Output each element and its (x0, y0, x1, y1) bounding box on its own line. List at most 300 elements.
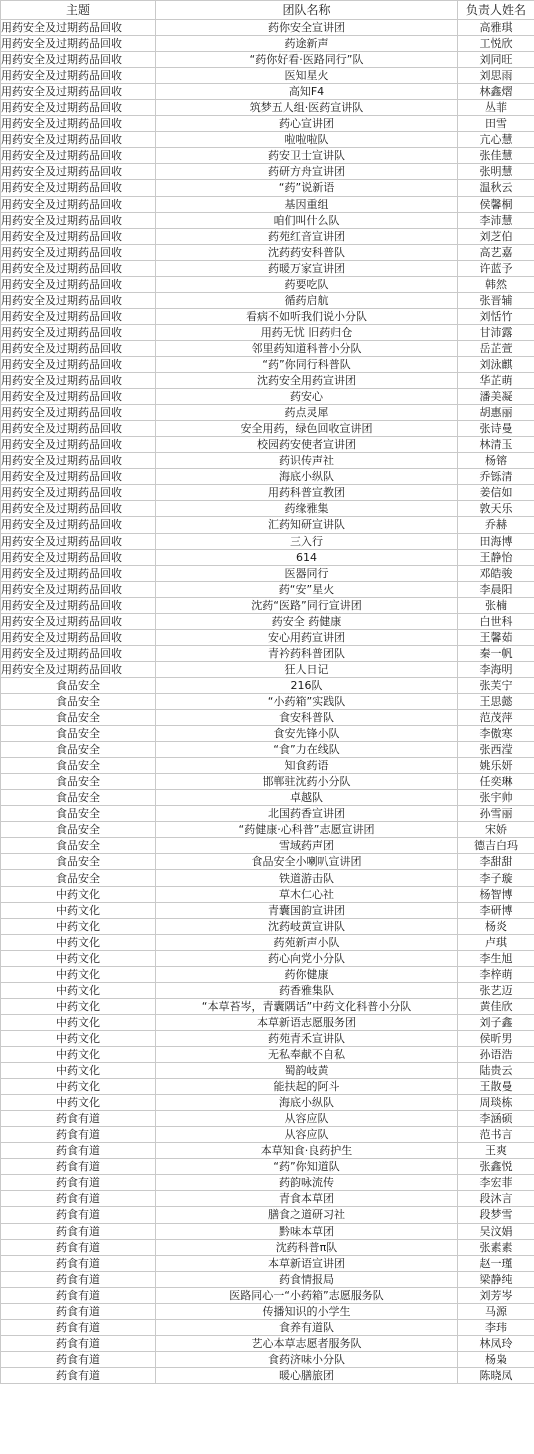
topic-cell[interactable]: 药食有道 (1, 1159, 156, 1175)
topic-cell[interactable]: 药食有道 (1, 1223, 156, 1239)
team-name-cell[interactable]: “本草苔岑，青囊隅话”中药文化科普小分队 (156, 998, 458, 1014)
topic-cell[interactable]: 中药文化 (1, 982, 156, 998)
topic-cell[interactable]: 中药文化 (1, 998, 156, 1014)
leader-name-cell[interactable]: 田海博 (458, 533, 534, 549)
topic-cell[interactable]: 用药安全及过期药品回收 (1, 212, 156, 228)
team-name-cell[interactable]: 啦啦啦队 (156, 132, 458, 148)
team-name-cell[interactable]: 膳食之道研习社 (156, 1207, 458, 1223)
topic-cell[interactable]: 食品安全 (1, 693, 156, 709)
team-name-cell[interactable]: 药暖万家宣讲团 (156, 260, 458, 276)
topic-cell[interactable]: 用药安全及过期药品回收 (1, 84, 156, 100)
team-name-cell[interactable]: 药要吃队 (156, 276, 458, 292)
topic-cell[interactable]: 中药文化 (1, 1079, 156, 1095)
topic-cell[interactable]: 中药文化 (1, 902, 156, 918)
leader-name-cell[interactable]: 刘泳麒 (458, 356, 534, 372)
team-name-cell[interactable]: 狂人日记 (156, 661, 458, 677)
topic-cell[interactable]: 用药安全及过期药品回收 (1, 469, 156, 485)
leader-name-cell[interactable]: 张鑫悦 (458, 1159, 534, 1175)
topic-cell[interactable]: 药食有道 (1, 1303, 156, 1319)
leader-name-cell[interactable]: 赵一瑾 (458, 1255, 534, 1271)
leader-name-cell[interactable]: 李研博 (458, 902, 534, 918)
table-row (1, 581, 534, 597)
leader-name-cell[interactable]: 潘美凝 (458, 389, 534, 405)
topic-cell[interactable]: 药食有道 (1, 1127, 156, 1143)
leader-name-cell[interactable]: 范书言 (458, 1127, 534, 1143)
team-name-cell[interactable]: 高知F4 (156, 84, 458, 100)
topic-cell[interactable]: 用药安全及过期药品回收 (1, 501, 156, 517)
leader-name-cell[interactable]: 刘思雨 (458, 68, 534, 84)
team-name-cell[interactable]: “药健康·心科普”志愿宣讲团 (156, 822, 458, 838)
leader-name-cell[interactable]: 张宇帅 (458, 790, 534, 806)
table-row (1, 1239, 534, 1255)
topic-cell[interactable]: 用药安全及过期药品回收 (1, 164, 156, 180)
leader-name-cell[interactable]: 王静怡 (458, 549, 534, 565)
topic-cell[interactable]: 食品安全 (1, 838, 156, 854)
topic-cell[interactable]: 药食有道 (1, 1207, 156, 1223)
team-name-cell[interactable]: 药点灵犀 (156, 405, 458, 421)
team-name-cell[interactable]: 黔味本草团 (156, 1223, 458, 1239)
topic-cell[interactable]: 用药安全及过期药品回收 (1, 437, 156, 453)
team-name-cell[interactable]: 药心宣讲团 (156, 116, 458, 132)
team-name-cell[interactable]: 咱们叫什么队 (156, 212, 458, 228)
leader-name-cell[interactable]: 李海明 (458, 661, 534, 677)
table-row (1, 982, 534, 998)
leader-name-cell[interactable]: 刘子鑫 (458, 1014, 534, 1030)
leader-name-cell[interactable]: 胡惠丽 (458, 405, 534, 421)
topic-cell[interactable]: 食品安全 (1, 726, 156, 742)
topic-cell[interactable]: 食品安全 (1, 822, 156, 838)
topic-cell[interactable]: 用药安全及过期药品回收 (1, 260, 156, 276)
leader-name-cell[interactable]: 高雅琪 (458, 20, 534, 36)
leader-name-cell[interactable]: 李傲寒 (458, 726, 534, 742)
team-name-cell[interactable]: 循药启航 (156, 292, 458, 308)
leader-name-cell[interactable]: 段梦雪 (458, 1207, 534, 1223)
topic-cell[interactable]: 用药安全及过期药品回收 (1, 276, 156, 292)
topic-cell[interactable]: 中药文化 (1, 1095, 156, 1111)
topic-cell[interactable]: 用药安全及过期药品回收 (1, 132, 156, 148)
leader-name-cell[interactable]: 韩然 (458, 276, 534, 292)
leader-name-cell[interactable]: 王爽 (458, 1143, 534, 1159)
topic-cell[interactable]: 食品安全 (1, 742, 156, 758)
leader-name-cell[interactable]: 丛菲 (458, 100, 534, 116)
topic-cell[interactable]: 食品安全 (1, 806, 156, 822)
leader-name-cell[interactable]: 孙语浩 (458, 1047, 534, 1063)
team-name-cell[interactable]: 艺心本草志愿者服务队 (156, 1335, 458, 1351)
team-name-cell[interactable]: 沈药安全用药宣讲团 (156, 373, 458, 389)
topic-cell[interactable]: 中药文化 (1, 1047, 156, 1063)
team-name-cell[interactable]: 沈药岐黄宣讲队 (156, 918, 458, 934)
table-row (1, 1255, 534, 1271)
leader-name-cell[interactable]: 段沐言 (458, 1191, 534, 1207)
topic-cell[interactable]: 中药文化 (1, 966, 156, 982)
table-row (1, 421, 534, 437)
leader-name-cell[interactable]: 刘恬竹 (458, 308, 534, 324)
team-name-cell[interactable]: 能扶起的阿斗 (156, 1079, 458, 1095)
leader-name-cell[interactable]: 许蓝予 (458, 260, 534, 276)
leader-name-cell[interactable]: 亢心慧 (458, 132, 534, 148)
team-name-cell[interactable]: 北国药香宣讲团 (156, 806, 458, 822)
team-name-cell[interactable]: 医器同行 (156, 565, 458, 581)
team-name-cell[interactable]: 用药科普宣教团 (156, 485, 458, 501)
team-name-cell[interactable]: 药你健康 (156, 966, 458, 982)
team-name-cell[interactable]: 216队 (156, 677, 458, 693)
topic-cell[interactable]: 药食有道 (1, 1143, 156, 1159)
topic-cell[interactable]: 用药安全及过期药品回收 (1, 661, 156, 677)
topic-cell[interactable]: 中药文化 (1, 1063, 156, 1079)
team-name-cell[interactable]: 三入行 (156, 533, 458, 549)
table-row (1, 164, 534, 180)
leader-name-cell[interactable]: 孙雪丽 (458, 806, 534, 822)
team-name-cell[interactable]: 基因重组 (156, 196, 458, 212)
team-name-cell[interactable]: 药缘雅集 (156, 501, 458, 517)
leader-name-cell[interactable]: 张诗曼 (458, 421, 534, 437)
team-name-cell[interactable]: 从容应队 (156, 1111, 458, 1127)
team-name-cell[interactable]: 海底小纵队 (156, 1095, 458, 1111)
table-row (1, 453, 534, 469)
header-team-name[interactable]: 团队名称 (156, 1, 458, 20)
leader-name-cell[interactable]: 陈晓凤 (458, 1367, 534, 1383)
leader-name-cell[interactable]: 姜信如 (458, 485, 534, 501)
leader-name-cell[interactable]: 杨枭 (458, 1351, 534, 1367)
team-name-cell[interactable]: 卓越队 (156, 790, 458, 806)
table-row (1, 1351, 534, 1367)
team-name-cell[interactable]: 青食本草团 (156, 1191, 458, 1207)
team-name-cell[interactable]: “药”说新语 (156, 180, 458, 196)
team-name-cell[interactable]: “食”力在线队 (156, 742, 458, 758)
topic-cell[interactable]: 用药安全及过期药品回收 (1, 324, 156, 340)
team-name-cell[interactable]: 用药无忧 旧药归仓 (156, 324, 458, 340)
team-name-cell[interactable]: 药苑青禾宣讲队 (156, 1030, 458, 1046)
topic-cell[interactable]: 用药安全及过期药品回收 (1, 116, 156, 132)
leader-name-cell[interactable]: 张楠 (458, 597, 534, 613)
team-name-cell[interactable]: 邻里药知道科普小分队 (156, 340, 458, 356)
team-name-cell[interactable]: “药”你知道队 (156, 1159, 458, 1175)
team-name-cell[interactable]: 医路同心一“小药箱”志愿服务队 (156, 1287, 458, 1303)
topic-cell[interactable]: 用药安全及过期药品回收 (1, 196, 156, 212)
team-name-cell[interactable]: 沈药药安科普队 (156, 244, 458, 260)
topic-cell[interactable]: 药食有道 (1, 1351, 156, 1367)
leader-name-cell[interactable]: 敦天乐 (458, 501, 534, 517)
leader-name-cell[interactable]: 刘芳岑 (458, 1287, 534, 1303)
topic-cell[interactable]: 药食有道 (1, 1239, 156, 1255)
topic-cell[interactable]: 用药安全及过期药品回收 (1, 228, 156, 244)
topic-cell[interactable]: 食品安全 (1, 710, 156, 726)
topic-cell[interactable]: 用药安全及过期药品回收 (1, 292, 156, 308)
header-topic[interactable]: 主题 (1, 1, 156, 20)
team-name-cell[interactable]: 食安先锋小队 (156, 726, 458, 742)
table-row (1, 549, 534, 565)
topic-cell[interactable]: 中药文化 (1, 918, 156, 934)
team-name-cell[interactable]: 海底小纵队 (156, 469, 458, 485)
topic-cell[interactable]: 用药安全及过期药品回收 (1, 629, 156, 645)
team-name-cell[interactable]: 医知星火 (156, 68, 458, 84)
table-row (1, 1014, 534, 1030)
leader-name-cell[interactable]: 侯昕男 (458, 1030, 534, 1046)
topic-cell[interactable]: 用药安全及过期药品回收 (1, 244, 156, 260)
table-row (1, 116, 534, 132)
topic-cell[interactable]: 药食有道 (1, 1287, 156, 1303)
team-name-cell[interactable]: 本草新语宣讲团 (156, 1255, 458, 1271)
leader-name-cell[interactable]: 杨炎 (458, 918, 534, 934)
leader-name-cell[interactable]: 林鑫熠 (458, 84, 534, 100)
team-name-cell[interactable]: 知食药语 (156, 758, 458, 774)
team-name-cell[interactable]: 药心向党小分队 (156, 950, 458, 966)
leader-name-cell[interactable]: 华芷萌 (458, 373, 534, 389)
topic-cell[interactable]: 用药安全及过期药品回收 (1, 20, 156, 36)
team-name-cell[interactable]: 药“安”星火 (156, 581, 458, 597)
topic-cell[interactable]: 用药安全及过期药品回收 (1, 36, 156, 52)
topic-cell[interactable]: 中药文化 (1, 1014, 156, 1030)
team-name-cell[interactable]: 暖心膳旅团 (156, 1367, 458, 1383)
team-name-cell[interactable]: 铁道游击队 (156, 870, 458, 886)
topic-cell[interactable]: 药食有道 (1, 1319, 156, 1335)
topic-cell[interactable]: 用药安全及过期药品回收 (1, 565, 156, 581)
table-row (1, 132, 534, 148)
leader-name-cell[interactable]: 陆贵云 (458, 1063, 534, 1079)
table-row (1, 1303, 534, 1319)
table-row (1, 1271, 534, 1287)
topic-cell[interactable]: 中药文化 (1, 950, 156, 966)
leader-name-cell[interactable]: 梁静纯 (458, 1271, 534, 1287)
team-name-cell[interactable]: 沈药科普π队 (156, 1239, 458, 1255)
topic-cell[interactable]: 用药安全及过期药品回收 (1, 340, 156, 356)
team-name-cell[interactable]: 邯郸驻沈药小分队 (156, 774, 458, 790)
leader-name-cell[interactable]: 乔铄清 (458, 469, 534, 485)
team-name-cell[interactable]: 汇药知研宣讲队 (156, 517, 458, 533)
topic-cell[interactable]: 药食有道 (1, 1335, 156, 1351)
table-row (1, 886, 534, 902)
table-row (1, 405, 534, 421)
topic-cell[interactable]: 药食有道 (1, 1271, 156, 1287)
topic-cell[interactable]: 食品安全 (1, 774, 156, 790)
table-row (1, 1207, 534, 1223)
team-name-cell[interactable]: 青衿药科普团队 (156, 645, 458, 661)
leader-name-cell[interactable]: 乔赫 (458, 517, 534, 533)
team-name-cell[interactable]: 药安全 药健康 (156, 613, 458, 629)
team-name-cell[interactable]: 青囊国韵宣讲团 (156, 902, 458, 918)
team-name-cell[interactable]: 药韵咏流传 (156, 1175, 458, 1191)
leader-name-cell[interactable]: 侯馨桐 (458, 196, 534, 212)
leader-name-cell[interactable]: 李子璇 (458, 870, 534, 886)
team-name-cell[interactable]: 本草知食·良药护生 (156, 1143, 458, 1159)
table-row (1, 20, 534, 36)
topic-cell[interactable]: 用药安全及过期药品回收 (1, 356, 156, 372)
topic-cell[interactable]: 用药安全及过期药品回收 (1, 597, 156, 613)
topic-cell[interactable]: 食品安全 (1, 677, 156, 693)
team-name-cell[interactable]: 安全用药，绿色回收宣讲团 (156, 421, 458, 437)
leader-name-cell[interactable]: 任奕琳 (458, 774, 534, 790)
leader-name-cell[interactable]: 德吉白玛 (458, 838, 534, 854)
leader-name-cell[interactable]: 李晨阳 (458, 581, 534, 597)
topic-cell[interactable]: 用药安全及过期药品回收 (1, 485, 156, 501)
topic-cell[interactable]: 中药文化 (1, 886, 156, 902)
leader-name-cell[interactable]: 张晋辅 (458, 292, 534, 308)
leader-name-cell[interactable]: 刘同旺 (458, 52, 534, 68)
team-name-cell[interactable]: 食安科普队 (156, 710, 458, 726)
topic-cell[interactable]: 食品安全 (1, 758, 156, 774)
leader-name-cell[interactable]: 王思懿 (458, 693, 534, 709)
team-name-cell[interactable]: 筑梦五人组·医药宣讲队 (156, 100, 458, 116)
topic-cell[interactable]: 用药安全及过期药品回收 (1, 613, 156, 629)
team-name-cell[interactable]: 食药济味小分队 (156, 1351, 458, 1367)
topic-cell[interactable]: 用药安全及过期药品回收 (1, 645, 156, 661)
topic-cell[interactable]: 用药安全及过期药品回收 (1, 52, 156, 68)
topic-cell[interactable]: 用药安全及过期药品回收 (1, 180, 156, 196)
leader-name-cell[interactable]: 张西滢 (458, 742, 534, 758)
leader-name-cell[interactable]: 张素素 (458, 1239, 534, 1255)
leader-name-cell[interactable]: 白世科 (458, 613, 534, 629)
team-name-cell[interactable]: 药安卫士宣讲队 (156, 148, 458, 164)
team-name-cell[interactable]: 从容应队 (156, 1127, 458, 1143)
topic-cell[interactable]: 用药安全及过期药品回收 (1, 453, 156, 469)
leader-name-cell[interactable]: 范茂萍 (458, 710, 534, 726)
leader-name-cell[interactable]: 张芙宁 (458, 677, 534, 693)
team-name-cell[interactable]: “小药箱”实践队 (156, 693, 458, 709)
topic-cell[interactable]: 用药安全及过期药品回收 (1, 533, 156, 549)
leader-name-cell[interactable]: 高艺嘉 (458, 244, 534, 260)
topic-cell[interactable]: 用药安全及过期药品回收 (1, 549, 156, 565)
team-name-cell[interactable]: 药安心 (156, 389, 458, 405)
leader-name-cell[interactable]: 温秋云 (458, 180, 534, 196)
table-row (1, 1335, 534, 1351)
table-row (1, 710, 534, 726)
team-name-cell[interactable]: 本草新语志愿服务团 (156, 1014, 458, 1030)
table-row (1, 1127, 534, 1143)
table-row (1, 822, 534, 838)
leader-name-cell[interactable]: 李涵硕 (458, 1111, 534, 1127)
topic-cell[interactable]: 食品安全 (1, 790, 156, 806)
leader-name-cell[interactable]: 黄佳欣 (458, 998, 534, 1014)
table-row (1, 1159, 534, 1175)
leader-name-cell[interactable]: 李甜甜 (458, 854, 534, 870)
leader-name-cell[interactable]: 周琰栋 (458, 1095, 534, 1111)
topic-cell[interactable]: 药食有道 (1, 1191, 156, 1207)
leader-name-cell[interactable]: 张明慧 (458, 164, 534, 180)
team-name-cell[interactable]: 食品安全小喇叭宣讲团 (156, 854, 458, 870)
table-row (1, 1191, 534, 1207)
team-name-cell[interactable]: 蜀韵岐黄 (156, 1063, 458, 1079)
leader-name-cell[interactable]: 马源 (458, 1303, 534, 1319)
leader-name-cell[interactable]: 吴汶娟 (458, 1223, 534, 1239)
topic-cell[interactable]: 药食有道 (1, 1367, 156, 1383)
leader-name-cell[interactable]: 李宏菲 (458, 1175, 534, 1191)
table-row (1, 308, 534, 324)
leader-name-cell[interactable]: 李玮 (458, 1319, 534, 1335)
leader-name-cell[interactable]: 张艺迈 (458, 982, 534, 998)
team-name-cell[interactable]: 校园药安使者宣讲团 (156, 437, 458, 453)
table-row (1, 1047, 534, 1063)
leader-name-cell[interactable]: 林凤玲 (458, 1335, 534, 1351)
header-leader-name[interactable]: 负责人姓名 (458, 1, 534, 20)
team-name-cell[interactable]: 药途新声 (156, 36, 458, 52)
team-name-cell[interactable]: 药食情报局 (156, 1271, 458, 1287)
topic-cell[interactable]: 用药安全及过期药品回收 (1, 308, 156, 324)
topic-cell[interactable]: 用药安全及过期药品回收 (1, 389, 156, 405)
table-row (1, 244, 534, 260)
table-row (1, 645, 534, 661)
leader-name-cell[interactable]: 王馨茹 (458, 629, 534, 645)
topic-cell[interactable]: 用药安全及过期药品回收 (1, 100, 156, 116)
table-row (1, 52, 534, 68)
leader-name-cell[interactable]: 杨镕 (458, 453, 534, 469)
team-name-cell[interactable]: 食养有道队 (156, 1319, 458, 1335)
leader-name-cell[interactable]: 李生旭 (458, 950, 534, 966)
table-row (1, 1223, 534, 1239)
topic-cell[interactable]: 食品安全 (1, 854, 156, 870)
topic-cell[interactable]: 用药安全及过期药品回收 (1, 517, 156, 533)
table-row (1, 1079, 534, 1095)
team-name-cell[interactable]: 药识传声社 (156, 453, 458, 469)
team-name-cell[interactable]: 药香雅集队 (156, 982, 458, 998)
team-name-cell[interactable]: 药研方舟宣讲团 (156, 164, 458, 180)
team-name-cell[interactable]: 安心用药宣讲团 (156, 629, 458, 645)
leader-name-cell[interactable]: 田雪 (458, 116, 534, 132)
team-name-cell[interactable]: 药苑红音宣讲团 (156, 228, 458, 244)
team-name-cell[interactable]: 雪域药声团 (156, 838, 458, 854)
leader-name-cell[interactable]: 宋娇 (458, 822, 534, 838)
team-name-cell[interactable]: “药你好看·医路同行”队 (156, 52, 458, 68)
table-row (1, 902, 534, 918)
leader-name-cell[interactable]: 秦一帆 (458, 645, 534, 661)
topic-cell[interactable]: 药食有道 (1, 1255, 156, 1271)
topic-cell[interactable]: 用药安全及过期药品回收 (1, 421, 156, 437)
topic-cell[interactable]: 用药安全及过期药品回收 (1, 581, 156, 597)
team-name-cell[interactable]: “药”你同行科普队 (156, 356, 458, 372)
table-row (1, 950, 534, 966)
leader-name-cell[interactable]: 张佳慧 (458, 148, 534, 164)
table-row (1, 469, 534, 485)
table-row (1, 918, 534, 934)
leader-name-cell[interactable]: 林清玉 (458, 437, 534, 453)
team-name-cell[interactable]: 药苑新声小队 (156, 934, 458, 950)
leader-name-cell[interactable]: 杨智博 (458, 886, 534, 902)
topic-cell[interactable]: 药食有道 (1, 1111, 156, 1127)
table-row (1, 677, 534, 693)
team-name-cell[interactable]: 传播知识的小学生 (156, 1303, 458, 1319)
topic-cell[interactable]: 中药文化 (1, 934, 156, 950)
leader-name-cell[interactable]: 李沛慧 (458, 212, 534, 228)
team-name-cell[interactable]: 药你安全宣讲团 (156, 20, 458, 36)
table-row (1, 1319, 534, 1335)
topic-cell[interactable]: 用药安全及过期药品回收 (1, 373, 156, 389)
table-row (1, 838, 534, 854)
table-row (1, 324, 534, 340)
team-name-cell[interactable]: 614 (156, 549, 458, 565)
leader-name-cell[interactable]: 王散曼 (458, 1079, 534, 1095)
table-row (1, 437, 534, 453)
leader-name-cell[interactable]: 工悦欣 (458, 36, 534, 52)
leader-name-cell[interactable]: 姚乐妍 (458, 758, 534, 774)
topic-cell[interactable]: 中药文化 (1, 1030, 156, 1046)
leader-name-cell[interactable]: 岳芷萱 (458, 340, 534, 356)
team-name-cell[interactable]: 无私奉献不自私 (156, 1047, 458, 1063)
leader-name-cell[interactable]: 卢琪 (458, 934, 534, 950)
leader-name-cell[interactable]: 刘芝伯 (458, 228, 534, 244)
team-name-cell[interactable]: 沈药“医路”同行宣讲团 (156, 597, 458, 613)
leader-name-cell[interactable]: 邓皓骏 (458, 565, 534, 581)
topic-cell[interactable]: 用药安全及过期药品回收 (1, 405, 156, 421)
team-name-cell[interactable]: 草木仁心社 (156, 886, 458, 902)
topic-cell[interactable]: 食品安全 (1, 870, 156, 886)
leader-name-cell[interactable]: 甘沛露 (458, 324, 534, 340)
team-name-cell[interactable]: 看病不如听我们说小分队 (156, 308, 458, 324)
topic-cell[interactable]: 药食有道 (1, 1175, 156, 1191)
table-row (1, 260, 534, 276)
leader-name-cell[interactable]: 李梓萌 (458, 966, 534, 982)
topic-cell[interactable]: 用药安全及过期药品回收 (1, 68, 156, 84)
table-row (1, 485, 534, 501)
topic-cell[interactable]: 用药安全及过期药品回收 (1, 148, 156, 164)
